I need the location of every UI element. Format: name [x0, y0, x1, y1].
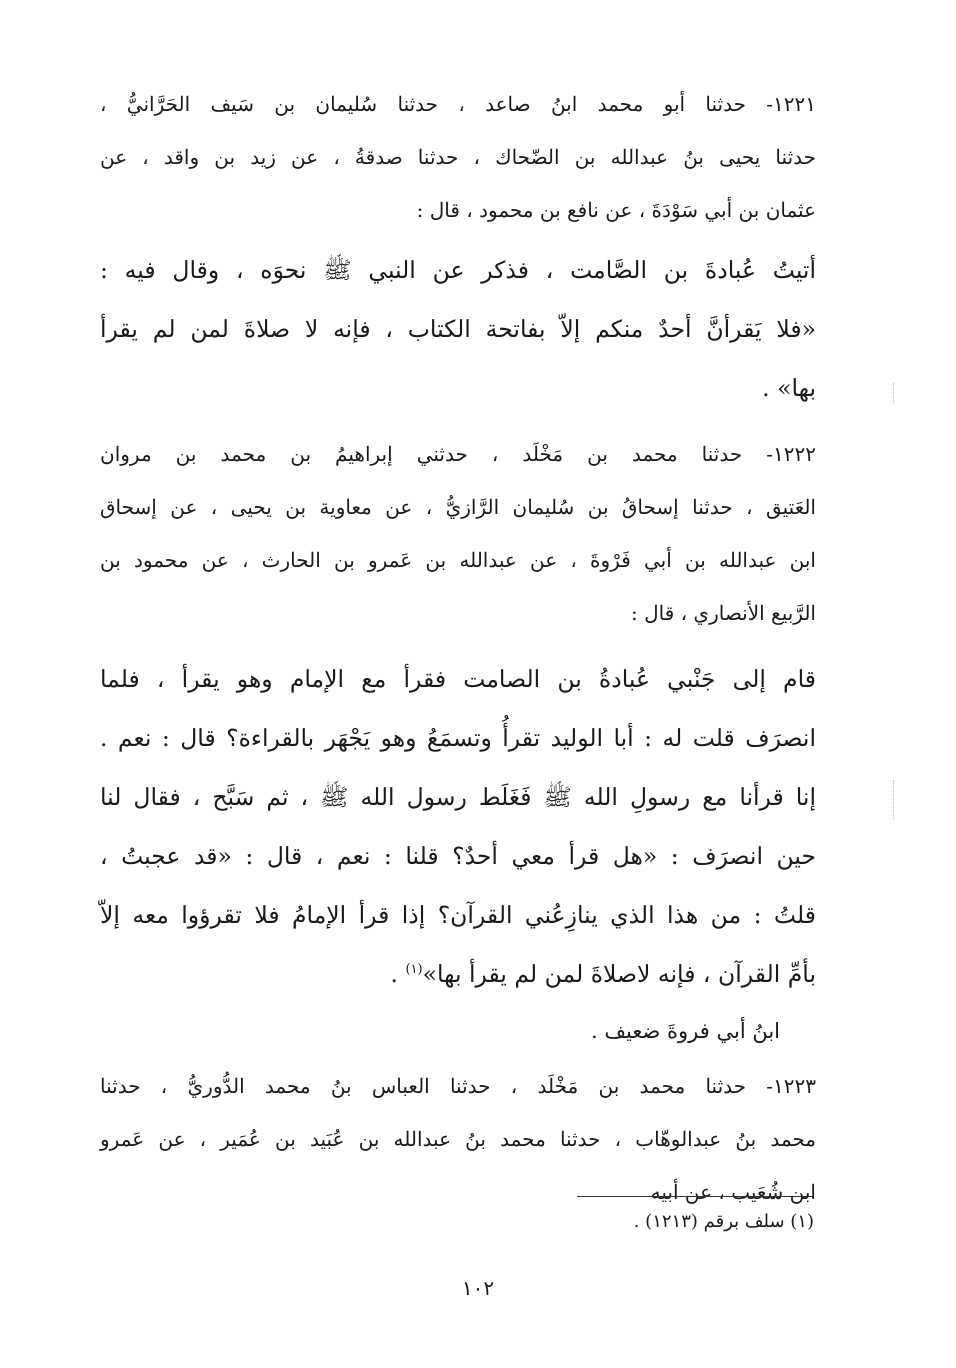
text-line: ١٢٢٣- حدثنا محمد بن مَخْلَد ، حدثنا العباس بنُ محمد الدُّوريُّ ، حدثنا [100, 1074, 816, 1098]
hadith-1221-chain [100, 78, 816, 237]
text-line: ابن شُعَيب ، عن أبيه [650, 1180, 816, 1204]
text-line: قلتُ : من هذا الذي ينازِعُني القرآن؟ إذا قرأ الإمامُ فلا تقرؤوا معه إلاّ [100, 901, 816, 929]
page-body [100, 78, 816, 1219]
text-fragment: بأمِّ القرآن ، فإنه لاصلاةَ لمن لم يقرأ بها» [422, 960, 816, 988]
text-line: ابن عبدالله بن أبي فَرْوةَ ، عن عبدالله بن عَمرو بن الحارث ، عن محمود بن [100, 548, 816, 572]
hadith-1222-chain [100, 428, 816, 640]
text-line: محمد بنُ عبدالوهّاب ، حدثنا محمد بنُ عبدالله بن عُبَيد بن عُمَير ، عن عَمرو [100, 1127, 817, 1151]
hadith-1221-matn [100, 241, 816, 418]
text-fragment: . [390, 960, 406, 988]
text-line: حين انصرَف : «هل قرأ معي أحدٌ؟ قلنا : نعم ، قال : «قد عجبتُ ، [100, 842, 816, 870]
text-line: إنا قرأنا مع رسولِ الله ﷺ فَغَلَط رسول الله ﷺ ، ثم سَبَّح ، فقال لنا [100, 783, 816, 811]
margin-mark [893, 780, 897, 820]
text-line: العَتيق ، حدثنا إسحاقُ بن سُليمان الرَّازيُّ ، عن معاوية بن يحيى ، عن إسحاق [100, 495, 816, 519]
text-line: أتيتُ عُبادةَ بن الصَّامت ، فذكر عن النبي ﷺ نحوَه ، وقال فيه : [100, 256, 816, 284]
text-line: بها» . [762, 374, 816, 402]
text-line-with-footnote [100, 945, 816, 1004]
page-number: ١٠٢ [461, 1276, 495, 1300]
text-line: ١٢٢١- حدثنا أبو محمد ابنُ صاعد ، حدثنا سُليمان بن سَيف الحَرَّانيُّ ، [100, 92, 816, 116]
text-line: قام إلى جَنْبي عُبادةُ بن الصامت فقرأ مع الإمام وهو يقرأ ، فلما [100, 665, 816, 693]
hadith-1222-matn [100, 650, 816, 1004]
margin-mark [893, 383, 897, 403]
text-line: الرَّبيع الأنصاري ، قال : [630, 601, 816, 625]
footnote: (١) سلف برقم (١٢١٣) . [633, 1211, 814, 1232]
footnote-divider [577, 1196, 813, 1197]
text-line: حدثنا يحيى بنُ عبدالله بن الضّحاك ، حدثنا صدقةُ ، عن زيد بن واقد ، عن [100, 145, 816, 169]
text-line: انصرَف قلت له : أبا الوليد تقرأُ وتسمَعُ وهو يَجْهَر بالقراءة؟ قال : نعم . [100, 724, 816, 752]
footnote-reference[interactable]: (١) [405, 962, 423, 978]
text-line: عثمان بن أبي سَوْدَةَ ، عن نافع بن محمود ، قال : [416, 198, 816, 222]
text-line: ١٢٢٢- حدثنا محمد بن مَخْلَد ، حدثني إبراهيمُ بن محمد بن مروان [100, 442, 816, 466]
text-line: «فلا يَقرأنَّ أحدٌ منكم إلاّ بفاتحة الكتاب ، فإنه لا صلاةَ لمن لم يقرأ [100, 315, 816, 343]
hadith-1222-grade: ابنُ أبي فروةَ ضعيف . [590, 1019, 780, 1043]
